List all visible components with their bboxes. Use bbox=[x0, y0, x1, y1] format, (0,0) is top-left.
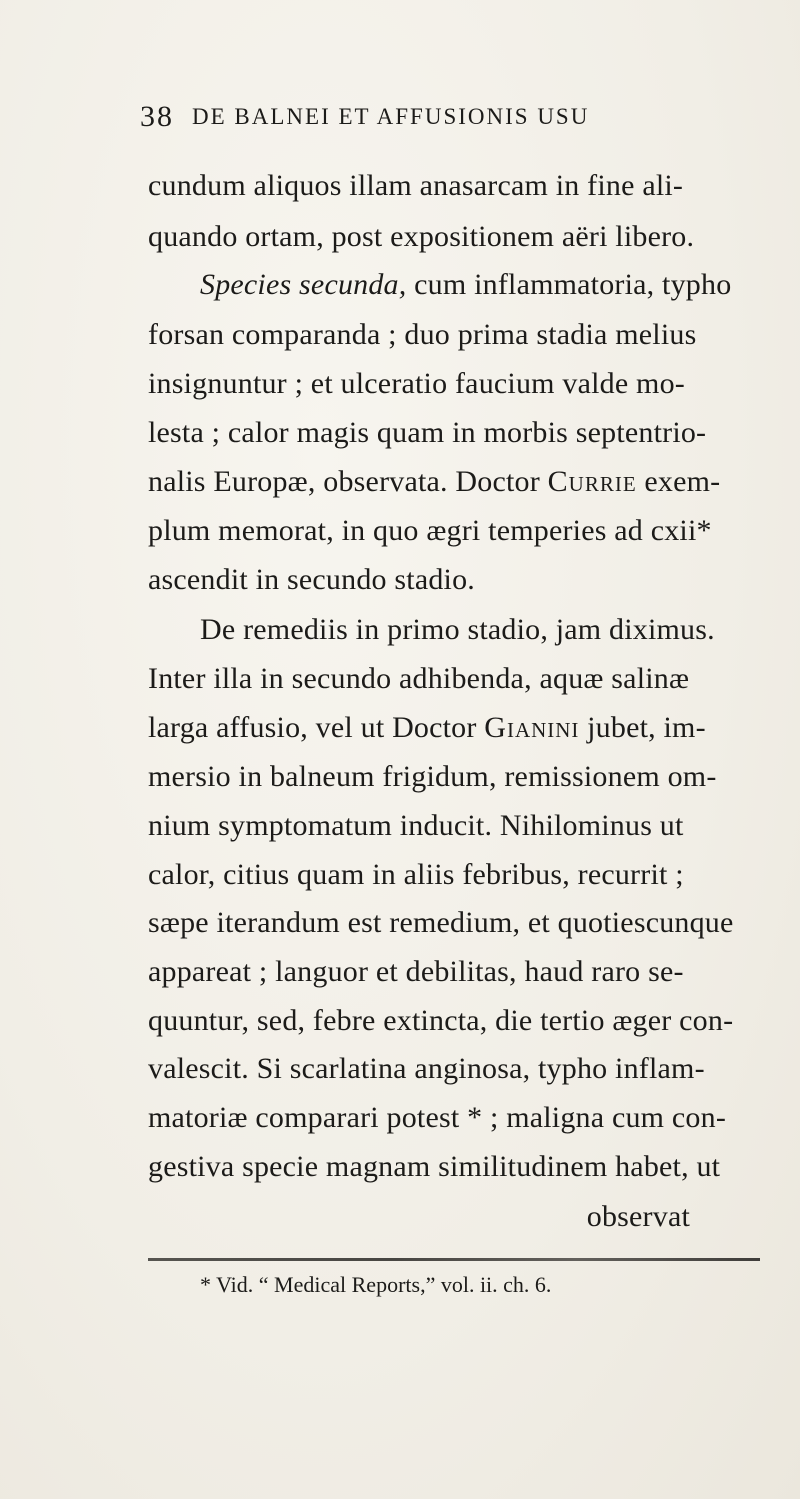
footnote: * Vid. “ Medical Reports,” vol. ii. ch. 6. bbox=[200, 1272, 552, 1297]
text-line: appareat ; languor et debilitas, haud raro se- bbox=[148, 955, 684, 988]
text-line: gestiva specie magnam similitudinem habet, ut bbox=[148, 1150, 721, 1183]
text-span: nalis Europæ, observata. Doctor bbox=[148, 465, 548, 498]
text-line: plum memorat, in quo ægri temperies ad cxii* bbox=[148, 514, 712, 547]
person-name: Currie bbox=[547, 465, 637, 498]
text-line: De remediis in primo stadio, jam diximus. bbox=[200, 613, 715, 646]
text-line: ascendit in secundo stadio. bbox=[148, 563, 475, 596]
text-line bbox=[148, 711, 706, 745]
text-line: calor, citius quam in aliis febribus, recurrit ; bbox=[148, 858, 684, 891]
text-line: matoriæ comparari potest * ; maligna cum con- bbox=[148, 1101, 727, 1134]
text-line: cundum aliquos illam anasarcam in fine ali- bbox=[148, 169, 684, 202]
text-line: quuntur, sed, febre extincta, die tertio æger con- bbox=[148, 1004, 734, 1037]
italic-phrase: Species secunda, bbox=[200, 268, 407, 301]
text-line: Inter illa in secundo adhibenda, aquæ salinæ bbox=[148, 662, 690, 695]
text-span: jubet, im- bbox=[579, 711, 706, 744]
text-line: nium symptomatum inducit. Nihilominus ut bbox=[148, 809, 684, 842]
text-span: larga affusio, vel ut Doctor bbox=[148, 711, 485, 744]
text-line: quando ortam, post expositionem aëri libero. bbox=[148, 220, 695, 253]
text-line: valescit. Si scarlatina anginosa, typho inflam- bbox=[148, 1052, 705, 1085]
text-line: forsan comparanda ; duo prima stadia melius bbox=[148, 318, 697, 351]
text-span: exem- bbox=[636, 465, 721, 498]
footnote-rule bbox=[148, 1258, 760, 1261]
running-title: DE BALNEI ET AFFUSIONIS USU bbox=[192, 104, 590, 129]
text-line bbox=[200, 268, 731, 302]
text-line: sæpe iterandum est remedium, et quotiescunque bbox=[148, 906, 734, 939]
text-line bbox=[148, 465, 720, 499]
text-line: mersio in balneum frigidum, remissionem om- bbox=[148, 760, 717, 793]
catchword: observat bbox=[586, 1200, 690, 1233]
person-name: Gianini bbox=[484, 711, 580, 744]
text-span: cum inflammatoria, typho bbox=[406, 268, 732, 301]
text-line: lesta ; calor magis quam in morbis septentrio- bbox=[148, 416, 707, 449]
text-line: insignuntur ; et ulceratio faucium valde mo- bbox=[148, 367, 685, 400]
page-number: 38 bbox=[140, 100, 174, 133]
running-head bbox=[140, 100, 700, 140]
